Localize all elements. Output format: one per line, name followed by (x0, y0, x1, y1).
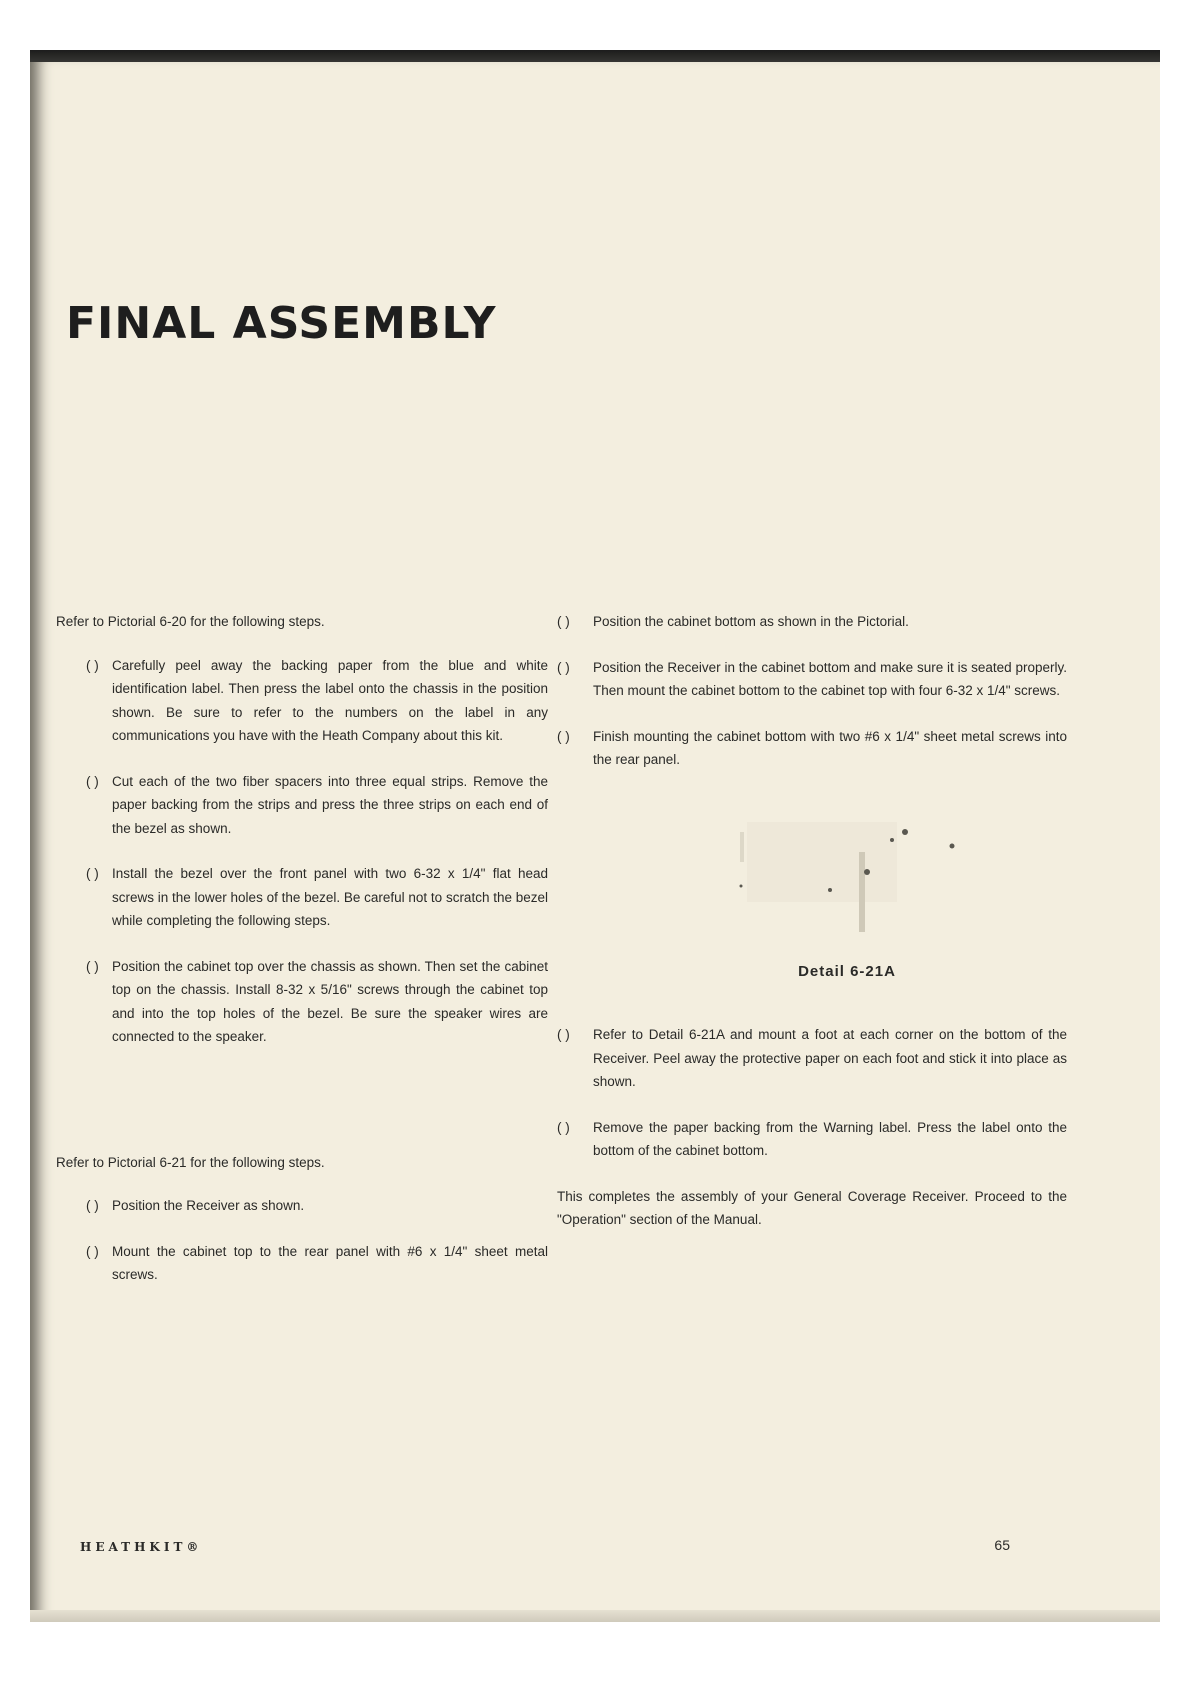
left-column (56, 610, 548, 1309)
step-item (557, 610, 1067, 634)
step-item (56, 955, 548, 1049)
step-text: Refer to Detail 6-21A and mount a foot at each corner on the bottom of the Receiver. Peel away the protective paper on each foot and stick it into place as shown. (593, 1027, 1067, 1089)
page-title: FINAL ASSEMBLY (66, 298, 497, 349)
checkbox[interactable]: ( ) (86, 866, 99, 881)
foot-illustration (687, 802, 987, 952)
checkbox[interactable]: ( ) (557, 614, 570, 629)
checkbox[interactable]: ( ) (557, 1119, 570, 1135)
step-item (557, 1116, 1067, 1163)
checkbox[interactable]: ( ) (557, 659, 570, 675)
step-text: Mount the cabinet top to the rear panel with #6 x 1/4" sheet metal screws. (112, 1243, 548, 1282)
step-item (557, 1023, 1067, 1094)
step-text: Finish mounting the cabinet bottom with two #6 x 1/4" sheet metal screws into the rear panel. (593, 728, 1067, 767)
checkbox[interactable]: ( ) (86, 1198, 99, 1213)
step-item (557, 656, 1067, 703)
checkbox[interactable]: ( ) (86, 773, 99, 789)
step-text: Install the bezel over the front panel with two 6-32 x 1/4" flat head screws in the lower holes of the bezel. Be careful not to scratch the bezel while completing the following steps. (112, 866, 548, 928)
intro-text: Refer to Pictorial 6-21 for the following steps. (56, 1154, 325, 1170)
figure-caption: Detail 6-21A (798, 962, 896, 980)
intro-text: Refer to Pictorial 6-20 for the following steps. (56, 614, 325, 629)
checkbox[interactable]: ( ) (86, 958, 99, 974)
step-item (56, 654, 548, 748)
step-text: Position the cabinet top over the chassis as shown. Then set the cabinet top on the chassis. Install 8-32 x 5/16" screws through the cabinet top and into the top holes of the bezel. Be sure the speaker wires are connected to the speaker. (112, 958, 548, 1044)
right-column (557, 610, 1067, 1245)
step-text: Cut each of the two fiber spacers into three equal strips. Remove the paper backing from the strips and press the three strips on each end of the bezel as shown. (112, 773, 548, 836)
step-item (557, 725, 1067, 772)
step-item (56, 862, 548, 933)
detail-figure (687, 802, 987, 952)
step-text: Carefully peel away the backing paper from the blue and white identification label. Then press the label onto the chassis in the position shown. Be sure to refer to the numbers on the label in any communications you have with the Heath Company about this kit. (112, 657, 548, 743)
step-item (56, 1240, 548, 1287)
checkbox[interactable]: ( ) (557, 728, 570, 744)
page-number: 65 (994, 1537, 1010, 1553)
step-text: Position the Receiver as shown. (112, 1198, 305, 1213)
step-text: Position the cabinet bottom as shown in the Pictorial. (593, 614, 909, 629)
brand-logo: HEATHKIT® (80, 1540, 203, 1554)
manual-page (30, 62, 1160, 1622)
scan-bottom-edge (30, 1610, 1160, 1622)
closing-text: This completes the assembly of your General Coverage Receiver. Proceed to the "Operation" section of the Manual. (557, 1188, 1067, 1227)
step-item (56, 770, 548, 841)
step-text: Position the Receiver in the cabinet bottom and make sure it is seated properly. Then mount the cabinet bottom to the cabinet top with four 6-32 x 1/4" screws. (593, 659, 1067, 698)
checkbox[interactable]: ( ) (557, 1027, 570, 1042)
step-item (56, 1194, 548, 1218)
spacer (56, 1071, 548, 1151)
checkbox[interactable]: ( ) (86, 657, 99, 673)
step-text: Remove the paper backing from the Warning label. Press the label onto the bottom of the cabinet bottom. (593, 1119, 1067, 1158)
checkbox[interactable]: ( ) (86, 1243, 99, 1259)
